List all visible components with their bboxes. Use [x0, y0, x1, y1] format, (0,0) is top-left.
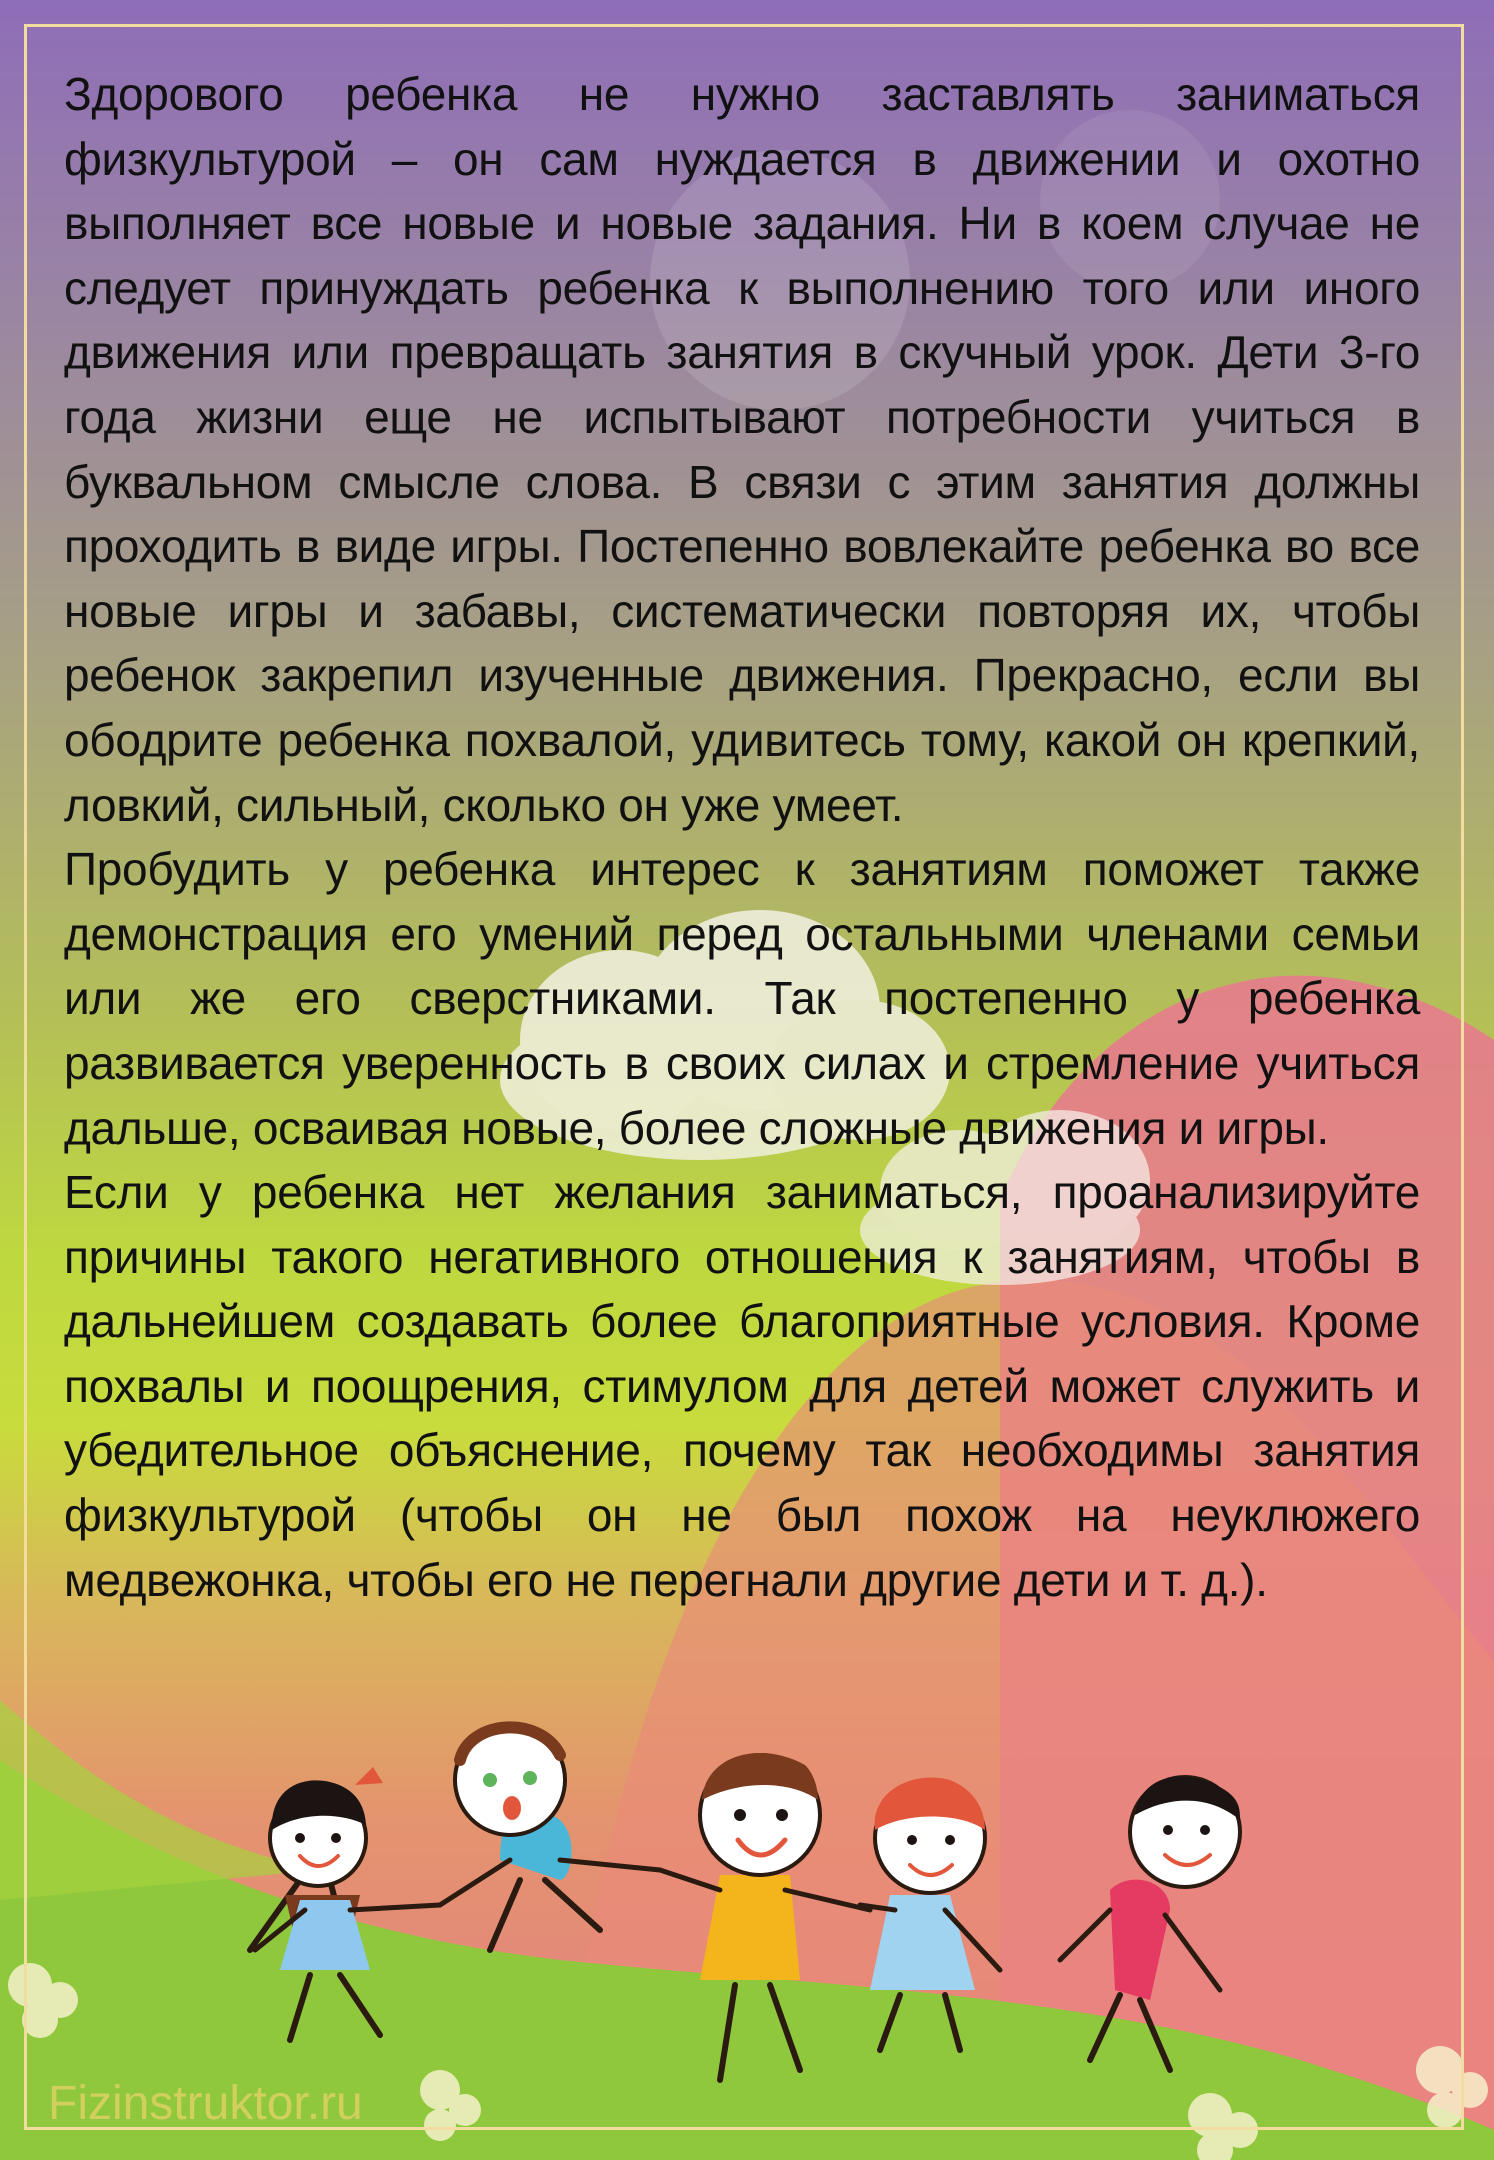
site-watermark: Fizinstruktor.ru [48, 2077, 363, 2130]
article-text [64, 62, 1420, 1612]
paragraph-2: Пробудить у ребенка интерес к занятиям поможет также демонстрация его умений перед остальными членами семьи или же его сверстниками. Так постепенно у ребенка развивается уверенность в своих силах и стремление учиться дальше, осваивая новые, более сложные движения и игры. [64, 843, 1420, 1154]
paragraph-1: Здорового ребенка не нужно заставлять заниматься физкультурой – он сам нуждается в движении и охотно выполняет все новые и новые задания. Ни в коем случае не следует принуждать ребенка к выполнению того или иного движения или превращать занятия в скучный урок. Дети 3-го года жизни еще не испытывают потребности учиться в буквальном смысле слова. В связи с этим занятия должны проходить в виде игры. Постепенно вовлекайте ребенка во все новые игры и забавы, систематически повторяя их, чтобы ребенок закрепил изученные движения. Прекрасно, если вы ободрите ребенка похвалой, удивитесь тому, какой он крепкий, ловкий, сильный, сколько он уже умеет. [64, 68, 1420, 831]
paragraph-3: Если у ребенка нет желания заниматься, проанализируйте причины такого негативного отношения к занятиям, чтобы в дальнейшем создавать более благоприятные условия. Кроме похвалы и поощрения, стимулом для детей может служить и убедительное объяснение, почему так необходимы занятия физкультурой (чтобы он не был похож на неуклюжего медвежонка, чтобы его не перегнали другие дети и т. д.). [64, 1166, 1420, 1606]
